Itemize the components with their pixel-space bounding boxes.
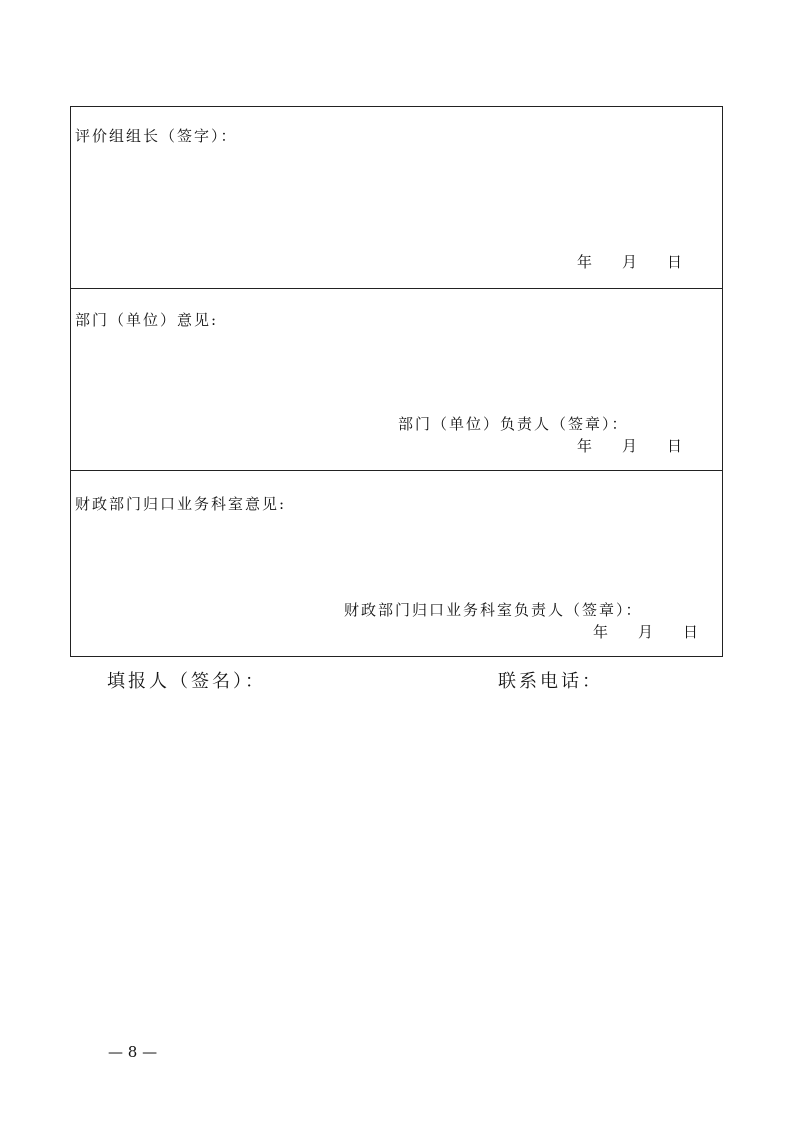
date-year: 年: [577, 437, 593, 455]
leader-signature-label: 评价组组长（签字）：: [75, 127, 238, 145]
contact-phone-label: 联系电话：: [498, 671, 603, 692]
finance-date-line: [593, 621, 698, 642]
department-opinion-label: 部门（单位）意见:: [75, 311, 219, 329]
department-signer-label: 部门（单位）负责人（签章）：: [398, 415, 629, 433]
department-opinion-section: [71, 289, 722, 471]
department-date-line: [577, 435, 682, 456]
date-day: 日: [667, 253, 683, 271]
leader-signature-section: [71, 107, 722, 289]
date-month: 月: [638, 623, 654, 641]
date-year: 年: [577, 253, 593, 271]
filler-signature-label: 填报人（签名）：: [107, 671, 266, 692]
date-month: 月: [622, 253, 638, 271]
finance-opinion-label: 财政部门归口业务科室意见:: [75, 495, 287, 513]
date-day: 日: [667, 437, 683, 455]
date-day: 日: [683, 623, 699, 641]
finance-opinion-section: [71, 471, 722, 656]
date-year: 年: [593, 623, 609, 641]
date-month: 月: [622, 437, 638, 455]
page-number: — 8 —: [108, 1043, 158, 1061]
approval-form-table: [70, 106, 723, 657]
leader-date-line: [577, 251, 682, 272]
finance-signer-label: 财政部门归口业务科室负责人（签章）：: [344, 601, 643, 619]
